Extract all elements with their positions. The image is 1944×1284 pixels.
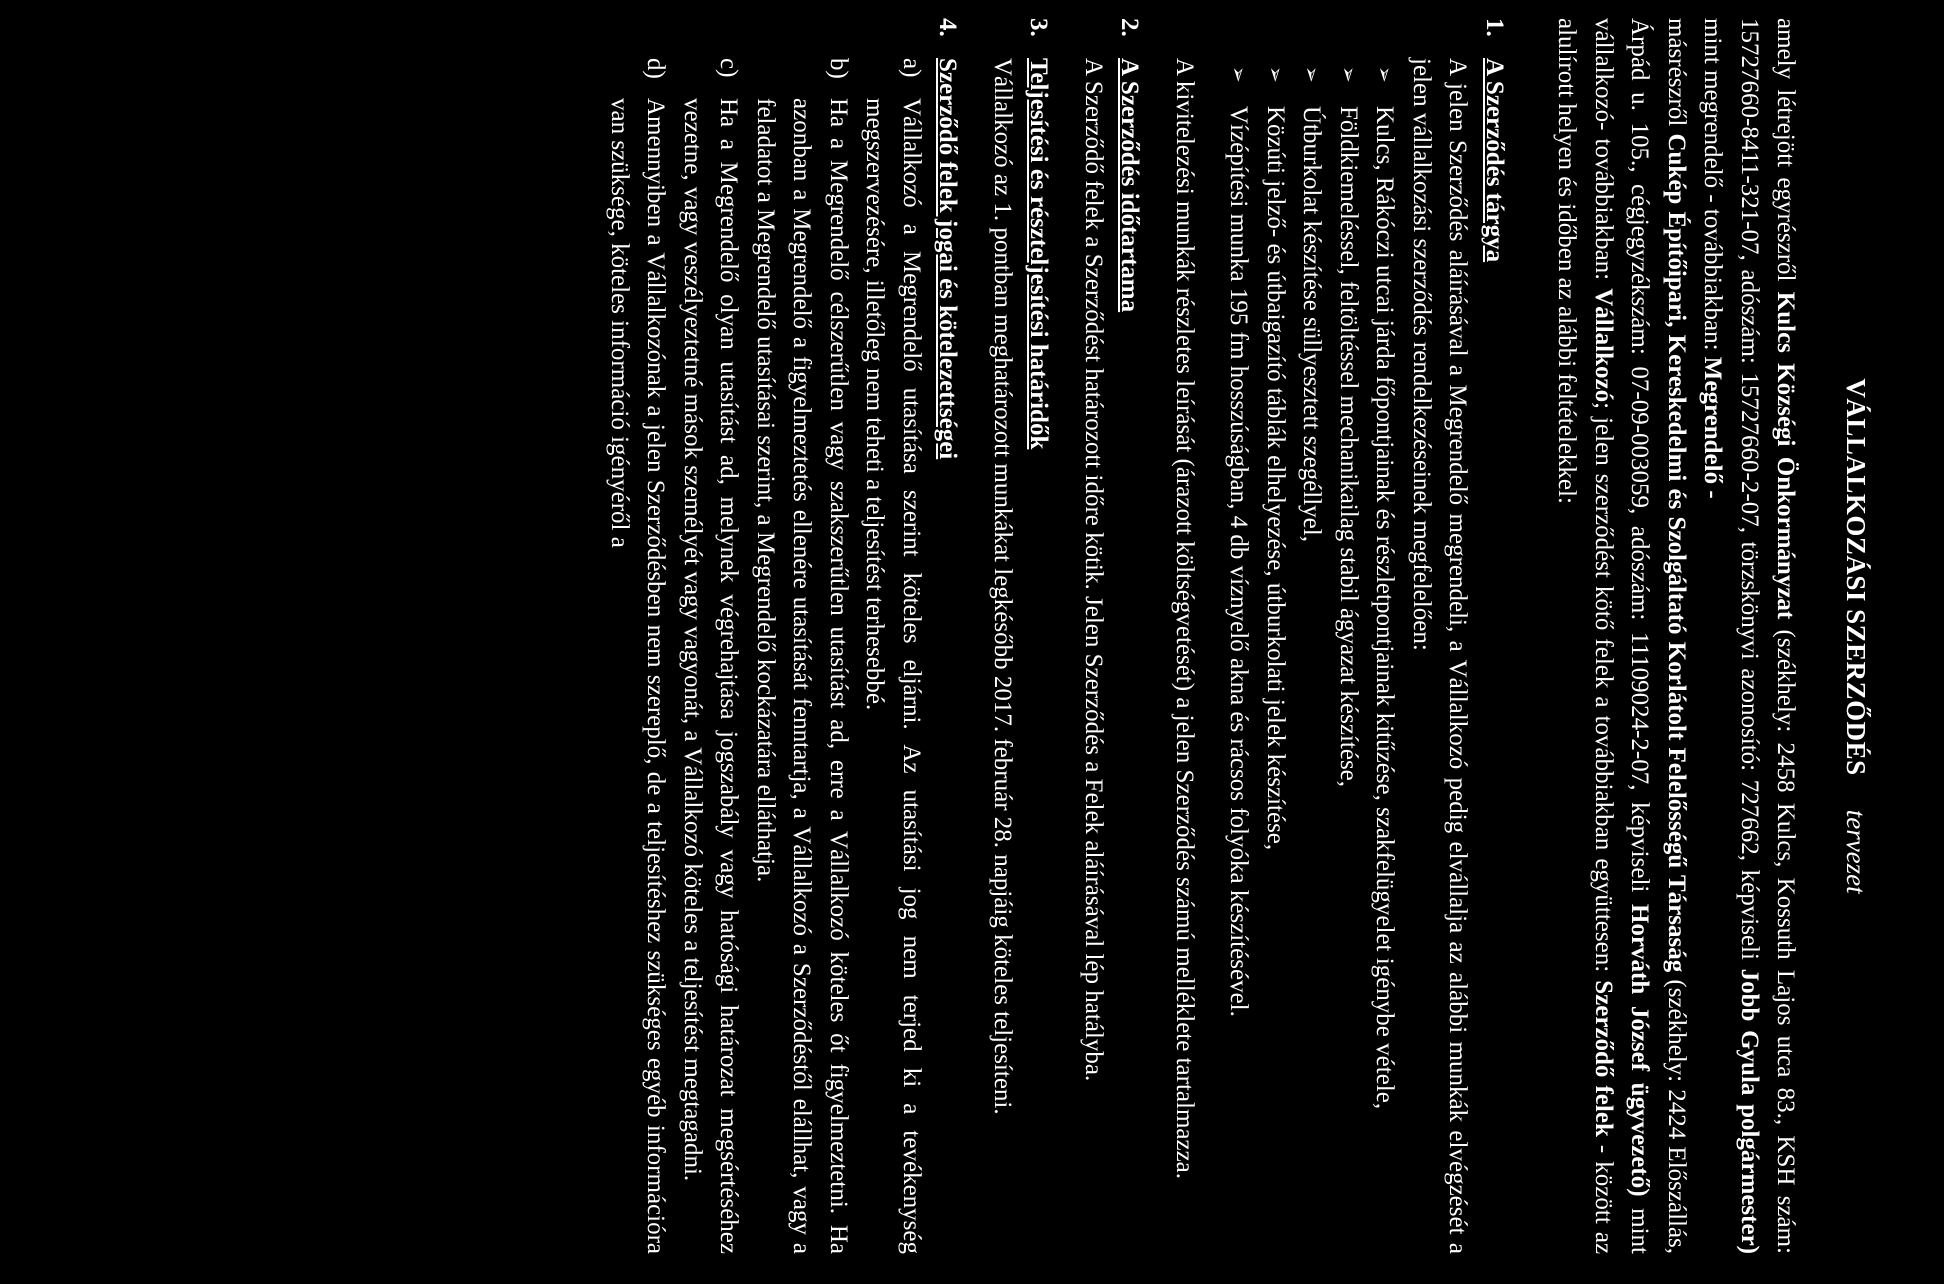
item-text: Amennyiben a Vállalkozónak a jelen Szerződésben nem szereplő, de a teljesítéshez szükséges egyéb információra van szüksége, köteles információ igényéről a	[606, 98, 670, 1254]
intro-text: (székhely: 2424 Előszállás, Árpád u. 105., cégjegyzékszám: 07-09-003059, adószám: 11109024-2-07, képviseli	[1626, 18, 1690, 1255]
list-item-text: Közúti jelző- és útbaigazító táblák elhelyezése, útburkolati jelek készítése,	[1262, 106, 1289, 851]
title-text: VÁLLALKOZÁSI SZERZŐDÉS	[1841, 378, 1871, 776]
list-item	[1257, 66, 1294, 1254]
representative-1: Jobb Gyula polgármester)	[1736, 968, 1763, 1255]
list-item	[1330, 66, 1367, 1254]
intro-text: ; jelen szerződést kötő felek a továbbiakban együttesen:	[1590, 402, 1617, 973]
section-1-after-text: A kivitelezési munkák részletes leírását (árazott költségvetését) a jelen Szerződés számú melléklete tartalmazza.	[1171, 58, 1198, 1180]
list-item	[601, 18, 674, 1254]
role-szerzodo-felek: Szerződő felek	[1590, 980, 1617, 1137]
intro-text: mint megrendelő - továbbiakban:	[1699, 18, 1727, 351]
section-title: A Szerződés tárgya	[1481, 58, 1508, 263]
section-1-heading	[1476, 18, 1513, 1254]
arrow-bullet-icon: ➢	[1373, 66, 1396, 83]
item-text: Ha a Megrendelő olyan utasítást ad, melynek végrehajtása jogszabály vagy hatósági határozat megsértéséhez vezetne, vagy veszélyeztetné mások személyét vagy vagyonát, a Vállalkozó köteles a teljesítést megtagadni.	[679, 98, 743, 1254]
intro-text: másrészről	[1663, 18, 1690, 127]
section-1-bullets	[1220, 18, 1403, 1254]
role-megrendelo: Megrendelő -	[1699, 356, 1727, 499]
list-item-text: Útburkolat készítése süllyesztett szegéllyel,	[1298, 106, 1326, 542]
section-title: Teljesítési és részteljesítési határidők	[1025, 58, 1053, 450]
role-vallalkozo: Vállalkozó	[1590, 288, 1617, 403]
section-number: 4.	[934, 18, 962, 37]
list-item	[674, 18, 747, 1254]
list-item	[1220, 66, 1257, 1254]
list-item	[747, 18, 857, 1254]
arrow-bullet-icon: ➢	[1227, 66, 1250, 83]
item-letter: a)	[898, 58, 925, 78]
item-letter: b)	[825, 58, 852, 79]
section-3-heading	[1020, 18, 1057, 1254]
section-number: 1.	[1481, 18, 1508, 37]
section-2-text: A Szerződő felek a Szerződést határozott időre kötik. Jelen Szerződés a Felek aláírásával lép hatályba.	[1080, 58, 1107, 1082]
section-title: A Szerződés időtartama	[1116, 58, 1144, 313]
representative-2: Horváth József ügyvezető)	[1626, 903, 1654, 1197]
arrow-bullet-icon: ➢	[1264, 66, 1286, 83]
item-letter: d)	[642, 58, 670, 79]
intro-text: - között az alulírott helyen és időben az alábbi feltételekkel:	[1553, 18, 1617, 1255]
section-3-text: Vállalkozó az 1. pontban meghatározott munkákat legkésőbb 2017. február 28. napjáig köteles teljesíteni.	[989, 58, 1016, 1115]
section-4-heading	[929, 18, 966, 1254]
arrow-bullet-icon: ➢	[1337, 66, 1359, 83]
section-number: 3.	[1025, 18, 1053, 37]
list-item	[1366, 66, 1403, 1254]
intro-text: (székhely: 2458 Kulcs, Kossuth Lajos utca 83., KSH szám: 15727660-8411-321-07, adószám: 15727660-2-07, törzskönyvi azonosító: 727662, képviseli	[1736, 18, 1800, 1255]
section-number: 2.	[1116, 18, 1144, 37]
intro-paragraph	[1548, 18, 1804, 1254]
item-letter: c)	[715, 58, 743, 78]
intro-text: amely létrejött egyrészről	[1772, 18, 1800, 282]
party-vallalkozo: Cukép Építőipari, Kereskedelmi és Szolgáltató Korlátolt Felelősségű Társaság	[1663, 133, 1690, 973]
list-item	[856, 18, 929, 1254]
item-text: Ha a Megrendelő célszerűtlen vagy szakszerűtlen utasítást ad, erre a Vállalkozó köteles őt figyelmeztetni. Ha azonban a Megrendelő a figyelmeztetés ellenére utasítását fenntartja, a Vállalkozó a Szerződéstől elállhat, vagy a feladatot a Megrendelő utasításai szerint, a Megrendelő kockázatára elláthatja.	[752, 98, 852, 1254]
intro-text: mint vállalkozó- továbbiakban:	[1590, 18, 1654, 1254]
item-text: Vállalkozó a Megrendelő utasítása szerint köteles eljárni. Az utasítási jog nem terjed ki a tevékenység megszervezésére, illetőleg nem teheti a teljesítést terhesebbé.	[861, 98, 925, 1254]
arrow-bullet-icon: ➢	[1300, 66, 1323, 83]
list-item-text: Földkiemeléssel, feltöltéssel mechanikailag stabil ágyazat készítése,	[1335, 106, 1362, 788]
list-item-text: Vízépítési munka 195 fm hosszúságban, 4 db víznyelő akna és rácsos folyóka készítésével.	[1225, 106, 1253, 1017]
party-megrendelo: Kulcs Községi Önkormányzat	[1772, 291, 1800, 620]
list-item	[1293, 66, 1330, 1254]
section-2-heading	[1111, 18, 1148, 1254]
list-item-text: Kulcs, Rákóczi utcai járda főpontjainak és részletpontjainak kitűzése, szakfelügyelet igénybe vétele,	[1371, 106, 1399, 1110]
section-title: Szerződő felek jogai és kötelezettségei	[934, 58, 962, 460]
title-suffix: tervezet	[1841, 809, 1871, 894]
document-title	[1838, 18, 1875, 1254]
section-1-text: A jelen Szerződés aláírásával a Megrendelő megrendeli, a Vállalkozó pedig elvállalja az alábbi munkák elvégzését a jelen vállalkozási szerződés rendelkezéseinek megfelelően:	[1408, 58, 1472, 1254]
